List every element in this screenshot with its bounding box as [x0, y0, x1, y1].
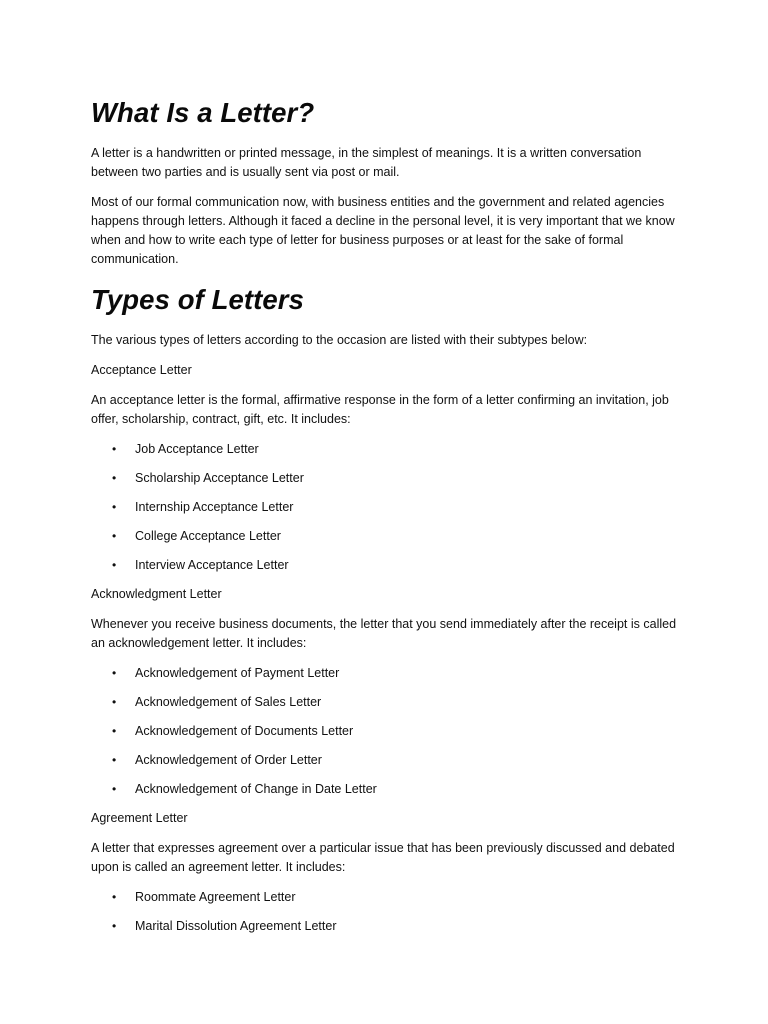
list-item — [91, 917, 681, 936]
bullet-icon: • — [112, 529, 117, 543]
bullet-icon: • — [112, 471, 117, 485]
list-item-text: Interview Acceptance Letter — [135, 558, 289, 572]
bullet-icon: • — [112, 500, 117, 514]
heading-types-of-letters: Types of Letters — [91, 284, 304, 315]
list-item — [91, 498, 681, 517]
list-item — [91, 527, 681, 546]
bullet-icon: • — [112, 695, 117, 709]
list-item-text: Internship Acceptance Letter — [135, 500, 294, 514]
list-item — [91, 664, 681, 683]
list-item — [91, 888, 681, 907]
paragraph-types-intro: The various types of letters according to the occasion are listed with their subtypes below: — [91, 333, 588, 347]
bullet-icon: • — [112, 919, 117, 933]
subheading-agreement-letter: Agreement Letter — [91, 811, 188, 825]
bullet-icon: • — [112, 558, 117, 572]
bullet-icon: • — [112, 724, 117, 738]
list-item-text: Job Acceptance Letter — [135, 442, 259, 456]
paragraph-definition: A letter is a handwritten or printed message, in the simplest of meanings. It is a written conversation between two parties and is usually sent via post or mail. — [91, 146, 642, 179]
heading-what-is-a-letter: What Is a Letter? — [91, 97, 315, 128]
bullet-icon: • — [112, 753, 117, 767]
paragraph-acceptance-description: An acceptance letter is the formal, affirmative response in the form of a letter confirming an invitation, job offer, scholarship, contract, gift, etc. It includes: — [91, 393, 669, 426]
bullet-icon: • — [112, 890, 117, 904]
paragraph-agreement-description: A letter that expresses agreement over a particular issue that has been previously discussed and debated upon is called an agreement letter. It includes: — [91, 841, 675, 874]
list-item-text: Acknowledgement of Payment Letter — [135, 666, 340, 680]
acceptance-list — [91, 440, 681, 575]
list-item-text: Marital Dissolution Agreement Letter — [135, 919, 337, 933]
list-item — [91, 556, 681, 575]
list-item-text: Roommate Agreement Letter — [135, 890, 296, 904]
list-item-text: Acknowledgement of Sales Letter — [135, 695, 322, 709]
subheading-acceptance-letter: Acceptance Letter — [91, 363, 192, 377]
document-content — [91, 96, 681, 946]
bullet-icon: • — [112, 442, 117, 456]
bullet-icon: • — [112, 782, 117, 796]
acknowledgment-list — [91, 664, 681, 799]
list-item — [91, 440, 681, 459]
list-item — [91, 780, 681, 799]
bullet-icon: • — [112, 666, 117, 680]
list-item — [91, 751, 681, 770]
list-item — [91, 469, 681, 488]
agreement-list — [91, 888, 681, 936]
list-item — [91, 722, 681, 741]
list-item-text: Acknowledgement of Order Letter — [135, 753, 322, 767]
paragraph-acknowledgment-description: Whenever you receive business documents, the letter that you send immediately after the receipt is called an acknowledgement letter. It includes: — [91, 617, 677, 650]
list-item-text: College Acceptance Letter — [135, 529, 281, 543]
list-item-text: Scholarship Acceptance Letter — [135, 471, 304, 485]
list-item-text: Acknowledgement of Documents Letter — [135, 724, 354, 738]
list-item — [91, 693, 681, 712]
subheading-acknowledgment-letter: Acknowledgment Letter — [91, 587, 222, 601]
paragraph-formal-communication: Most of our formal communication now, with business entities and the government and related agencies happens through letters. Although it faced a decline in the personal level, it is very important that we know when and how to write each type of letter for business purposes or at least for the sake of formal communication. — [91, 195, 675, 266]
list-item-text: Acknowledgement of Change in Date Letter — [135, 782, 377, 796]
